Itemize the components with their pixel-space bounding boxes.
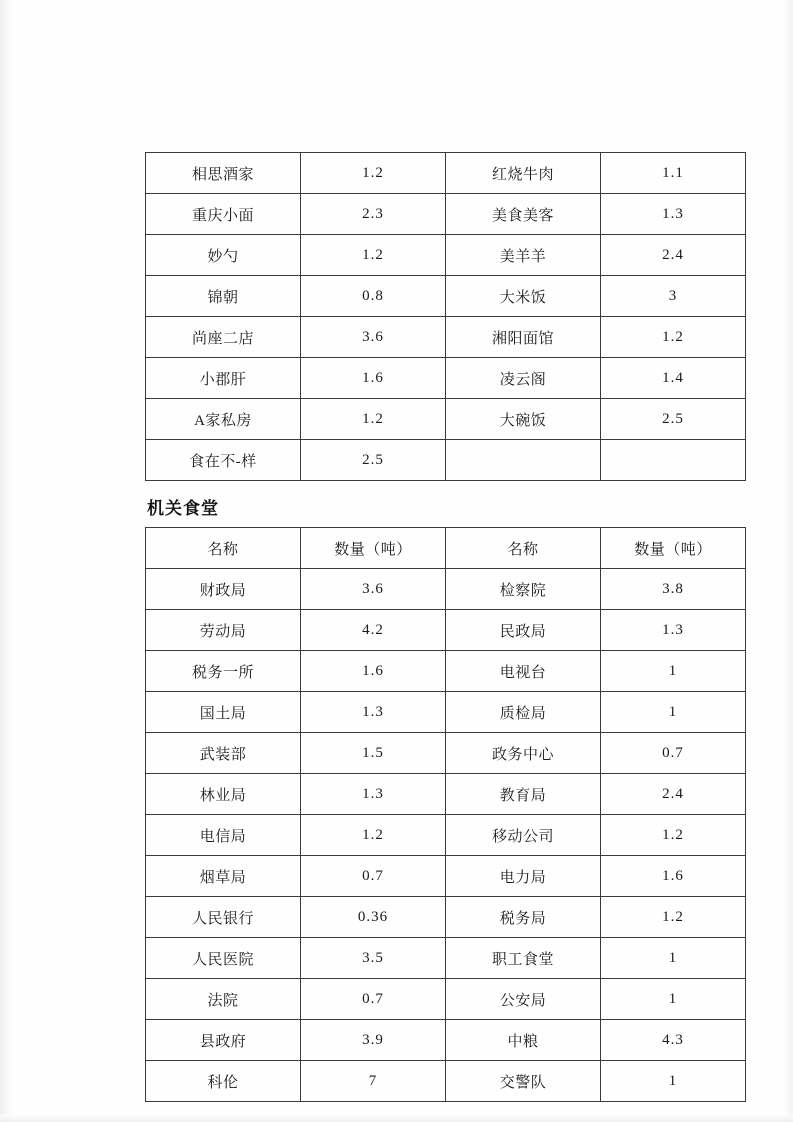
cell-name: 科伦 [146,1061,301,1102]
cell-qty: 1.2 [601,897,746,938]
cell-qty: 3.6 [301,569,446,610]
cell-qty: 3.9 [301,1020,446,1061]
cell-qty: 2.5 [301,440,446,481]
cell-name: 税务局 [446,897,601,938]
cell-name-empty [446,440,601,481]
cell-qty: 0.7 [601,733,746,774]
header-qty: 数量（吨） [301,528,446,569]
table-row [146,610,746,651]
table-row [146,569,746,610]
table-row [146,979,746,1020]
cell-qty: 1.2 [601,317,746,358]
cell-qty: 4.2 [301,610,446,651]
cell-qty: 1.6 [601,856,746,897]
cell-qty: 1.2 [301,815,446,856]
cell-qty: 0.7 [301,856,446,897]
cell-name: 凌云阁 [446,358,601,399]
cell-qty: 2.4 [601,774,746,815]
table-row [146,938,746,979]
scan-edge-right [783,0,793,1122]
header-name: 名称 [446,528,601,569]
table-row [146,194,746,235]
cell-name: 劳动局 [146,610,301,651]
cell-qty: 1.3 [601,194,746,235]
cell-name: 电信局 [146,815,301,856]
table-row [146,692,746,733]
cell-qty-empty [601,440,746,481]
cell-name: 教育局 [446,774,601,815]
table-row [146,1020,746,1061]
section-heading: 机关食堂 [147,499,219,518]
cell-name: 美羊羊 [446,235,601,276]
cell-name: 妙勺 [146,235,301,276]
cell-name: 移动公司 [446,815,601,856]
cell-name: 人民医院 [146,938,301,979]
cell-name: 人民银行 [146,897,301,938]
cell-name: 税务一所 [146,651,301,692]
cell-name: 红烧牛肉 [446,153,601,194]
cell-name: 大碗饭 [446,399,601,440]
cell-qty: 1.4 [601,358,746,399]
cell-name: 尚座二店 [146,317,301,358]
cell-qty: 1 [601,979,746,1020]
cell-qty: 4.3 [601,1020,746,1061]
cell-qty: 1.3 [601,610,746,651]
cell-name: 职工食堂 [446,938,601,979]
cell-name: 美食美客 [446,194,601,235]
document-content [145,152,745,1102]
cell-name: 法院 [146,979,301,1020]
cell-name: 武装部 [146,733,301,774]
cell-name: 食在不-样 [146,440,301,481]
cell-qty: 1 [601,692,746,733]
cell-qty: 1.2 [301,153,446,194]
cell-qty: 1.1 [601,153,746,194]
cell-name: 大米饭 [446,276,601,317]
table-row [146,815,746,856]
table-row [146,399,746,440]
table-row [146,733,746,774]
table-row [146,358,746,399]
cell-name: A家私房 [146,399,301,440]
cell-qty: 2.3 [301,194,446,235]
cell-name: 政务中心 [446,733,601,774]
cell-qty: 1.3 [301,774,446,815]
cell-qty: 1.6 [301,651,446,692]
cell-qty: 1 [601,1061,746,1102]
table-row [146,235,746,276]
header-name: 名称 [146,528,301,569]
cell-name: 县政府 [146,1020,301,1061]
table-row [146,774,746,815]
cell-qty: 0.7 [301,979,446,1020]
cell-name: 公安局 [446,979,601,1020]
cell-name: 中粮 [446,1020,601,1061]
cell-qty: 1 [601,938,746,979]
cell-name: 重庆小面 [146,194,301,235]
cell-name: 烟草局 [146,856,301,897]
cell-qty: 0.36 [301,897,446,938]
cell-name: 湘阳面馆 [446,317,601,358]
cell-name: 财政局 [146,569,301,610]
table-row [146,1061,746,1102]
scan-edge-bottom [0,1114,793,1122]
table-row [146,276,746,317]
cell-name: 相思酒家 [146,153,301,194]
table-row [146,317,746,358]
cell-qty: 2.4 [601,235,746,276]
cell-qty: 0.8 [301,276,446,317]
cell-name: 交警队 [446,1061,601,1102]
cell-name: 检察院 [446,569,601,610]
table-row [146,651,746,692]
cell-qty: 1.2 [301,235,446,276]
restaurant-table [145,152,746,481]
table-row [146,440,746,481]
cell-qty: 1.3 [301,692,446,733]
cell-qty: 1 [601,651,746,692]
table-row [146,856,746,897]
cell-name: 小郡肝 [146,358,301,399]
table-row [146,153,746,194]
canteen-table [145,527,746,1102]
cell-qty: 3.5 [301,938,446,979]
cell-qty: 1.6 [301,358,446,399]
cell-name: 国土局 [146,692,301,733]
cell-qty: 3.6 [301,317,446,358]
header-qty: 数量（吨） [601,528,746,569]
scan-edge-left [0,0,14,1122]
table-header-row [146,528,746,569]
cell-qty: 7 [301,1061,446,1102]
table-row [146,897,746,938]
cell-qty: 3 [601,276,746,317]
cell-name: 民政局 [446,610,601,651]
cell-name: 电力局 [446,856,601,897]
cell-qty: 3.8 [601,569,746,610]
cell-name: 质检局 [446,692,601,733]
cell-qty: 1.2 [301,399,446,440]
cell-qty: 1.2 [601,815,746,856]
cell-name: 电视台 [446,651,601,692]
cell-name: 锦朝 [146,276,301,317]
cell-qty: 2.5 [601,399,746,440]
cell-name: 林业局 [146,774,301,815]
cell-qty: 1.5 [301,733,446,774]
